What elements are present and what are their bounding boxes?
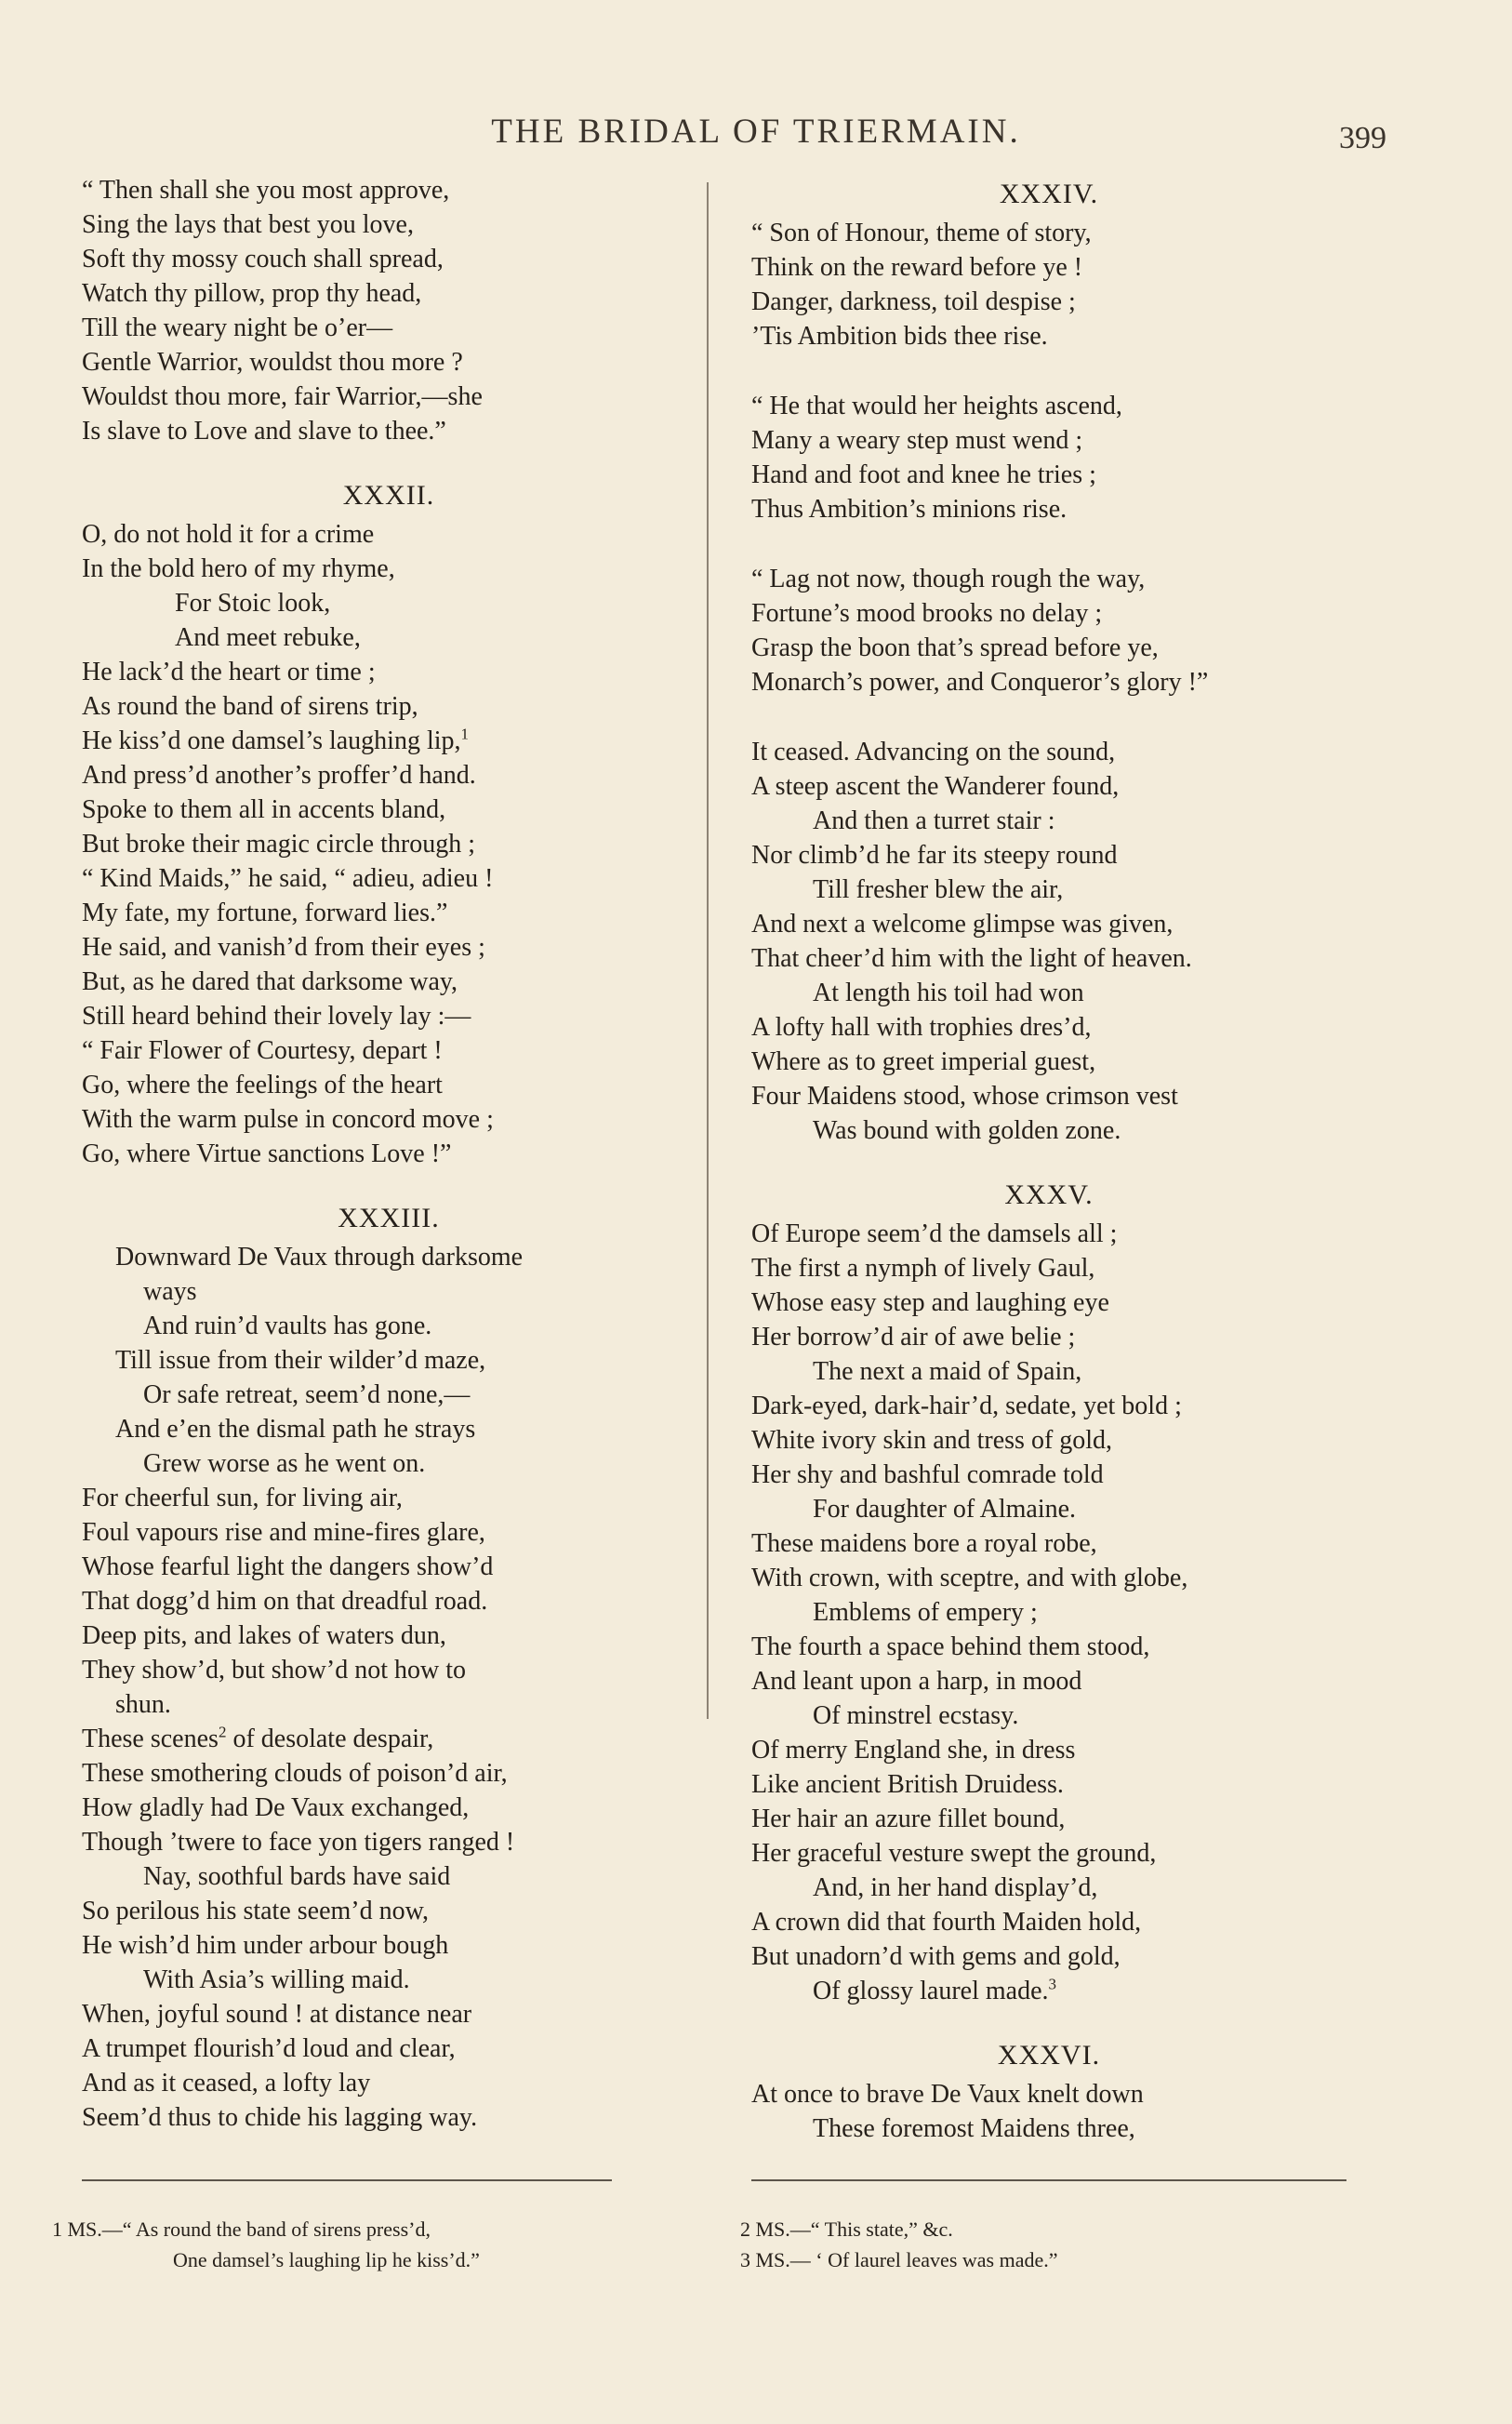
verse-line: Deep pits, and lakes of waters dun,: [82, 1621, 446, 1650]
verse-line: Was bound with golden zone.: [813, 1116, 1121, 1145]
verse-line: A crown did that fourth Maiden hold,: [751, 1908, 1142, 1937]
verse-line: That dogg’d him on that dreadful road.: [82, 1587, 488, 1616]
verse-line: Still heard behind their lovely lay :—: [82, 1002, 471, 1031]
verse-line: O, do not hold it for a crime: [82, 520, 375, 549]
verse-line: “ Son of Honour, theme of story,: [751, 219, 1092, 247]
running-title: THE BRIDAL OF TRIERMAIN.: [491, 113, 1021, 151]
verse-line: Soft thy mossy couch shall spread,: [82, 245, 444, 273]
verse-line: Foul vapours rise and mine-fires glare,: [82, 1518, 485, 1547]
verse-line: [82, 1722, 696, 1756]
verse-line: Grasp the boon that’s spread before ye,: [751, 633, 1159, 662]
verse-line: Downward De Vaux through darksome: [115, 1243, 524, 1272]
footnote-1: 1 MS.—“ As round the band of sirens press’d,: [52, 2218, 431, 2241]
verse-line: Of merry England she, in dress: [751, 1736, 1076, 1765]
stanza-heading-xxxvi: XXXVI.: [997, 2040, 1101, 2071]
verse-line: These foremost Maidens three,: [813, 2114, 1135, 2143]
verse-line: It ceased. Advancing on the sound,: [751, 738, 1116, 766]
verse-line: But unadorn’d with gems and gold,: [751, 1942, 1121, 1971]
verse-line: So perilous his state seem’d now,: [82, 1897, 430, 1925]
verse-line: Whose fearful light the dangers show’d: [82, 1552, 494, 1581]
verse-line: And as it ceased, a lofty lay: [82, 2069, 371, 2098]
verse-line: With Asia’s willing maid.: [143, 1965, 410, 1994]
verse-line: Nay, soothful bards have said: [143, 1862, 451, 1891]
verse-line: These maidens bore a royal robe,: [751, 1529, 1097, 1558]
footnotes-left: [52, 2214, 666, 2275]
verse-line: He lack’d the heart or time ;: [82, 658, 376, 686]
verse-line: And then a turret stair :: [813, 806, 1055, 835]
verse-line: Go, where Virtue sanctions Love !”: [82, 1139, 452, 1168]
verse-line: As round the band of sirens trip,: [82, 692, 418, 721]
verse-line: [751, 1974, 1346, 2008]
verse-line: At once to brave De Vaux knelt down: [751, 2080, 1144, 2109]
stanza-heading-xxxiv: XXXIV.: [999, 179, 1099, 209]
verse-line: Thus Ambition’s minions rise.: [751, 495, 1068, 524]
verse-line: The first a nymph of lively Gaul,: [751, 1254, 1095, 1283]
verse-line: “ Lag not now, though rough the way,: [751, 565, 1146, 593]
verse-line: He wish’d him under arbour bough: [82, 1931, 449, 1960]
verse-line: Four Maidens stood, whose crimson vest: [751, 1082, 1178, 1111]
footnote-ref: 3: [1048, 1975, 1056, 1993]
verse-line: ’Tis Ambition bids thee rise.: [751, 322, 1048, 351]
verse-line: A trumpet flourish’d loud and clear,: [82, 2034, 456, 2063]
verse-line: Her graceful vesture swept the ground,: [751, 1839, 1157, 1868]
verse-text: of desolate despair,: [232, 1725, 434, 1753]
verse-line: Though ’twere to face yon tigers ranged !: [82, 1828, 515, 1857]
verse-line: And, in her hand display’d,: [813, 1873, 1098, 1902]
verse-line: Think on the reward before ye !: [751, 253, 1083, 282]
verse-line: My fate, my fortune, forward lies.”: [82, 899, 448, 927]
stanza-gap: [751, 699, 1346, 735]
verse-line: Watch thy pillow, prop thy head,: [82, 279, 422, 308]
verse-line: Many a weary step must wend ;: [751, 426, 1083, 455]
verse-line: At length his toil had won: [813, 979, 1084, 1007]
verse-line: And press’d another’s proffer’d hand.: [82, 761, 476, 790]
verse-line: That cheer’d him with the light of heaven.: [751, 944, 1192, 973]
footnote-2: 2 MS.—“ This state,” &c.: [740, 2218, 953, 2241]
footnote-1-continuation: One damsel’s laughing lip he kiss’d.”: [173, 2248, 480, 2271]
verse-line: When, joyful sound ! at distance near: [82, 2000, 472, 2029]
footnote-rule: [82, 2179, 612, 2181]
verse-line: Her shy and bashful comrade told: [751, 1460, 1104, 1489]
verse-line: Of minstrel ecstasy.: [813, 1701, 1019, 1730]
left-column: [82, 173, 696, 2135]
verse-line: Spoke to them all in accents bland,: [82, 795, 446, 824]
verse-line: Seem’d thus to chide his lagging way.: [82, 2103, 478, 2132]
verse-line: With the warm pulse in concord move ;: [82, 1105, 494, 1134]
verse-line: Till fresher blew the air,: [813, 875, 1064, 904]
verse-text: He kiss’d one damsel’s laughing lip,: [82, 726, 461, 755]
verse-line: Hand and foot and knee he tries ;: [751, 460, 1096, 489]
verse-line: [82, 724, 696, 758]
verse-line: A lofty hall with trophies dres’d,: [751, 1013, 1092, 1042]
verse-line: Wouldst thou more, fair Warrior,—she: [82, 382, 483, 411]
verse-line: These smothering clouds of poison’d air,: [82, 1759, 508, 1788]
verse-line: A steep ascent the Wanderer found,: [751, 772, 1120, 801]
verse-line: Monarch’s power, and Conqueror’s glory !”: [751, 668, 1209, 697]
verse-line: For daughter of Almaine.: [813, 1495, 1077, 1524]
verse-line: “ Fair Flower of Courtesy, depart !: [82, 1036, 443, 1065]
verse-line: Sing the lays that best you love,: [82, 210, 414, 239]
verse-line: The fourth a space behind them stood,: [751, 1632, 1150, 1661]
verse-line: “ Kind Maids,” he said, “ adieu, adieu !: [82, 864, 494, 893]
verse-line: Her borrow’d air of awe belie ;: [751, 1323, 1076, 1352]
verse-line: “ He that would her heights ascend,: [751, 392, 1122, 420]
verse-line: And meet rebuke,: [175, 623, 361, 652]
verse-line: Go, where the feelings of the heart: [82, 1071, 443, 1099]
footnote-3: 3 MS.— ‘ Of laurel leaves was made.”: [740, 2248, 1058, 2271]
page-number: 399: [1339, 121, 1386, 155]
stanza-heading-xxxv: XXXV.: [1004, 1179, 1094, 1210]
verse-line: “ Then shall she you most approve,: [82, 176, 450, 205]
verse-line: Grew worse as he went on.: [143, 1449, 426, 1478]
verse-line: For Stoic look,: [175, 589, 331, 618]
verse-line: And ruin’d vaults has gone.: [143, 1312, 432, 1340]
verse-line: For cheerful sun, for living air,: [82, 1484, 403, 1512]
verse-line: Danger, darkness, toil despise ;: [751, 287, 1076, 316]
verse-line: Till the weary night be o’er—: [82, 313, 393, 342]
verse-line: But broke their magic circle through ;: [82, 830, 475, 859]
verse-text: These scenes: [82, 1725, 219, 1753]
verse-line: Whose easy step and laughing eye: [751, 1288, 1109, 1317]
verse-line: Fortune’s mood brooks no delay ;: [751, 599, 1103, 628]
verse-line: shun.: [115, 1690, 171, 1719]
verse-text: Of glossy laurel made.: [813, 1977, 1049, 2005]
verse-line: He said, and vanish’d from their eyes ;: [82, 933, 485, 962]
verse-line: Emblems of empery ;: [813, 1598, 1038, 1627]
verse-line: Dark-eyed, dark-hair’d, sedate, yet bold ;: [751, 1392, 1182, 1420]
stanza-heading-xxxii: XXXII.: [342, 480, 435, 511]
footnotes-right: [740, 2214, 1354, 2275]
verse-line: Where as to greet imperial guest,: [751, 1047, 1096, 1076]
stanza-heading-xxxiii: XXXIII.: [338, 1203, 440, 1233]
footnote-ref: 1: [460, 725, 470, 743]
column-divider: [707, 182, 709, 1719]
verse-line: Or safe retreat, seem’d none,—: [143, 1380, 471, 1409]
verse-line: Till issue from their wilder’d maze,: [115, 1346, 486, 1375]
verse-line: Is slave to Love and slave to thee.”: [82, 417, 446, 446]
verse-line: And next a welcome glimpse was given,: [751, 910, 1174, 939]
stanza-gap: [751, 353, 1346, 389]
verse-line: Nor climb’d he far its steepy round: [751, 841, 1118, 870]
stanza-gap: [751, 526, 1346, 562]
verse-line: How gladly had De Vaux exchanged,: [82, 1793, 470, 1822]
verse-line: The next a maid of Spain,: [813, 1357, 1082, 1386]
verse-line: But, as he dared that darksome way,: [82, 967, 458, 996]
verse-line: Gentle Warrior, wouldst thou more ?: [82, 348, 463, 377]
verse-line: With crown, with sceptre, and with globe,: [751, 1564, 1188, 1592]
right-column: [751, 173, 1346, 2146]
footnote-ref: 2: [218, 1723, 227, 1741]
verse-line: They show’d, but show’d not how to: [82, 1656, 466, 1685]
footnote-rule: [751, 2179, 1346, 2181]
verse-line: In the bold hero of my rhyme,: [82, 554, 395, 583]
verse-line: ways: [143, 1277, 197, 1306]
verse-line: And leant upon a harp, in mood: [751, 1667, 1082, 1696]
verse-line: Like ancient British Druidess.: [751, 1770, 1064, 1799]
verse-line: Her hair an azure fillet bound,: [751, 1805, 1066, 1833]
verse-line: Of Europe seem’d the damsels all ;: [751, 1219, 1118, 1248]
verse-line: And e’en the dismal path he strays: [115, 1415, 476, 1444]
verse-line: White ivory skin and tress of gold,: [751, 1426, 1113, 1455]
